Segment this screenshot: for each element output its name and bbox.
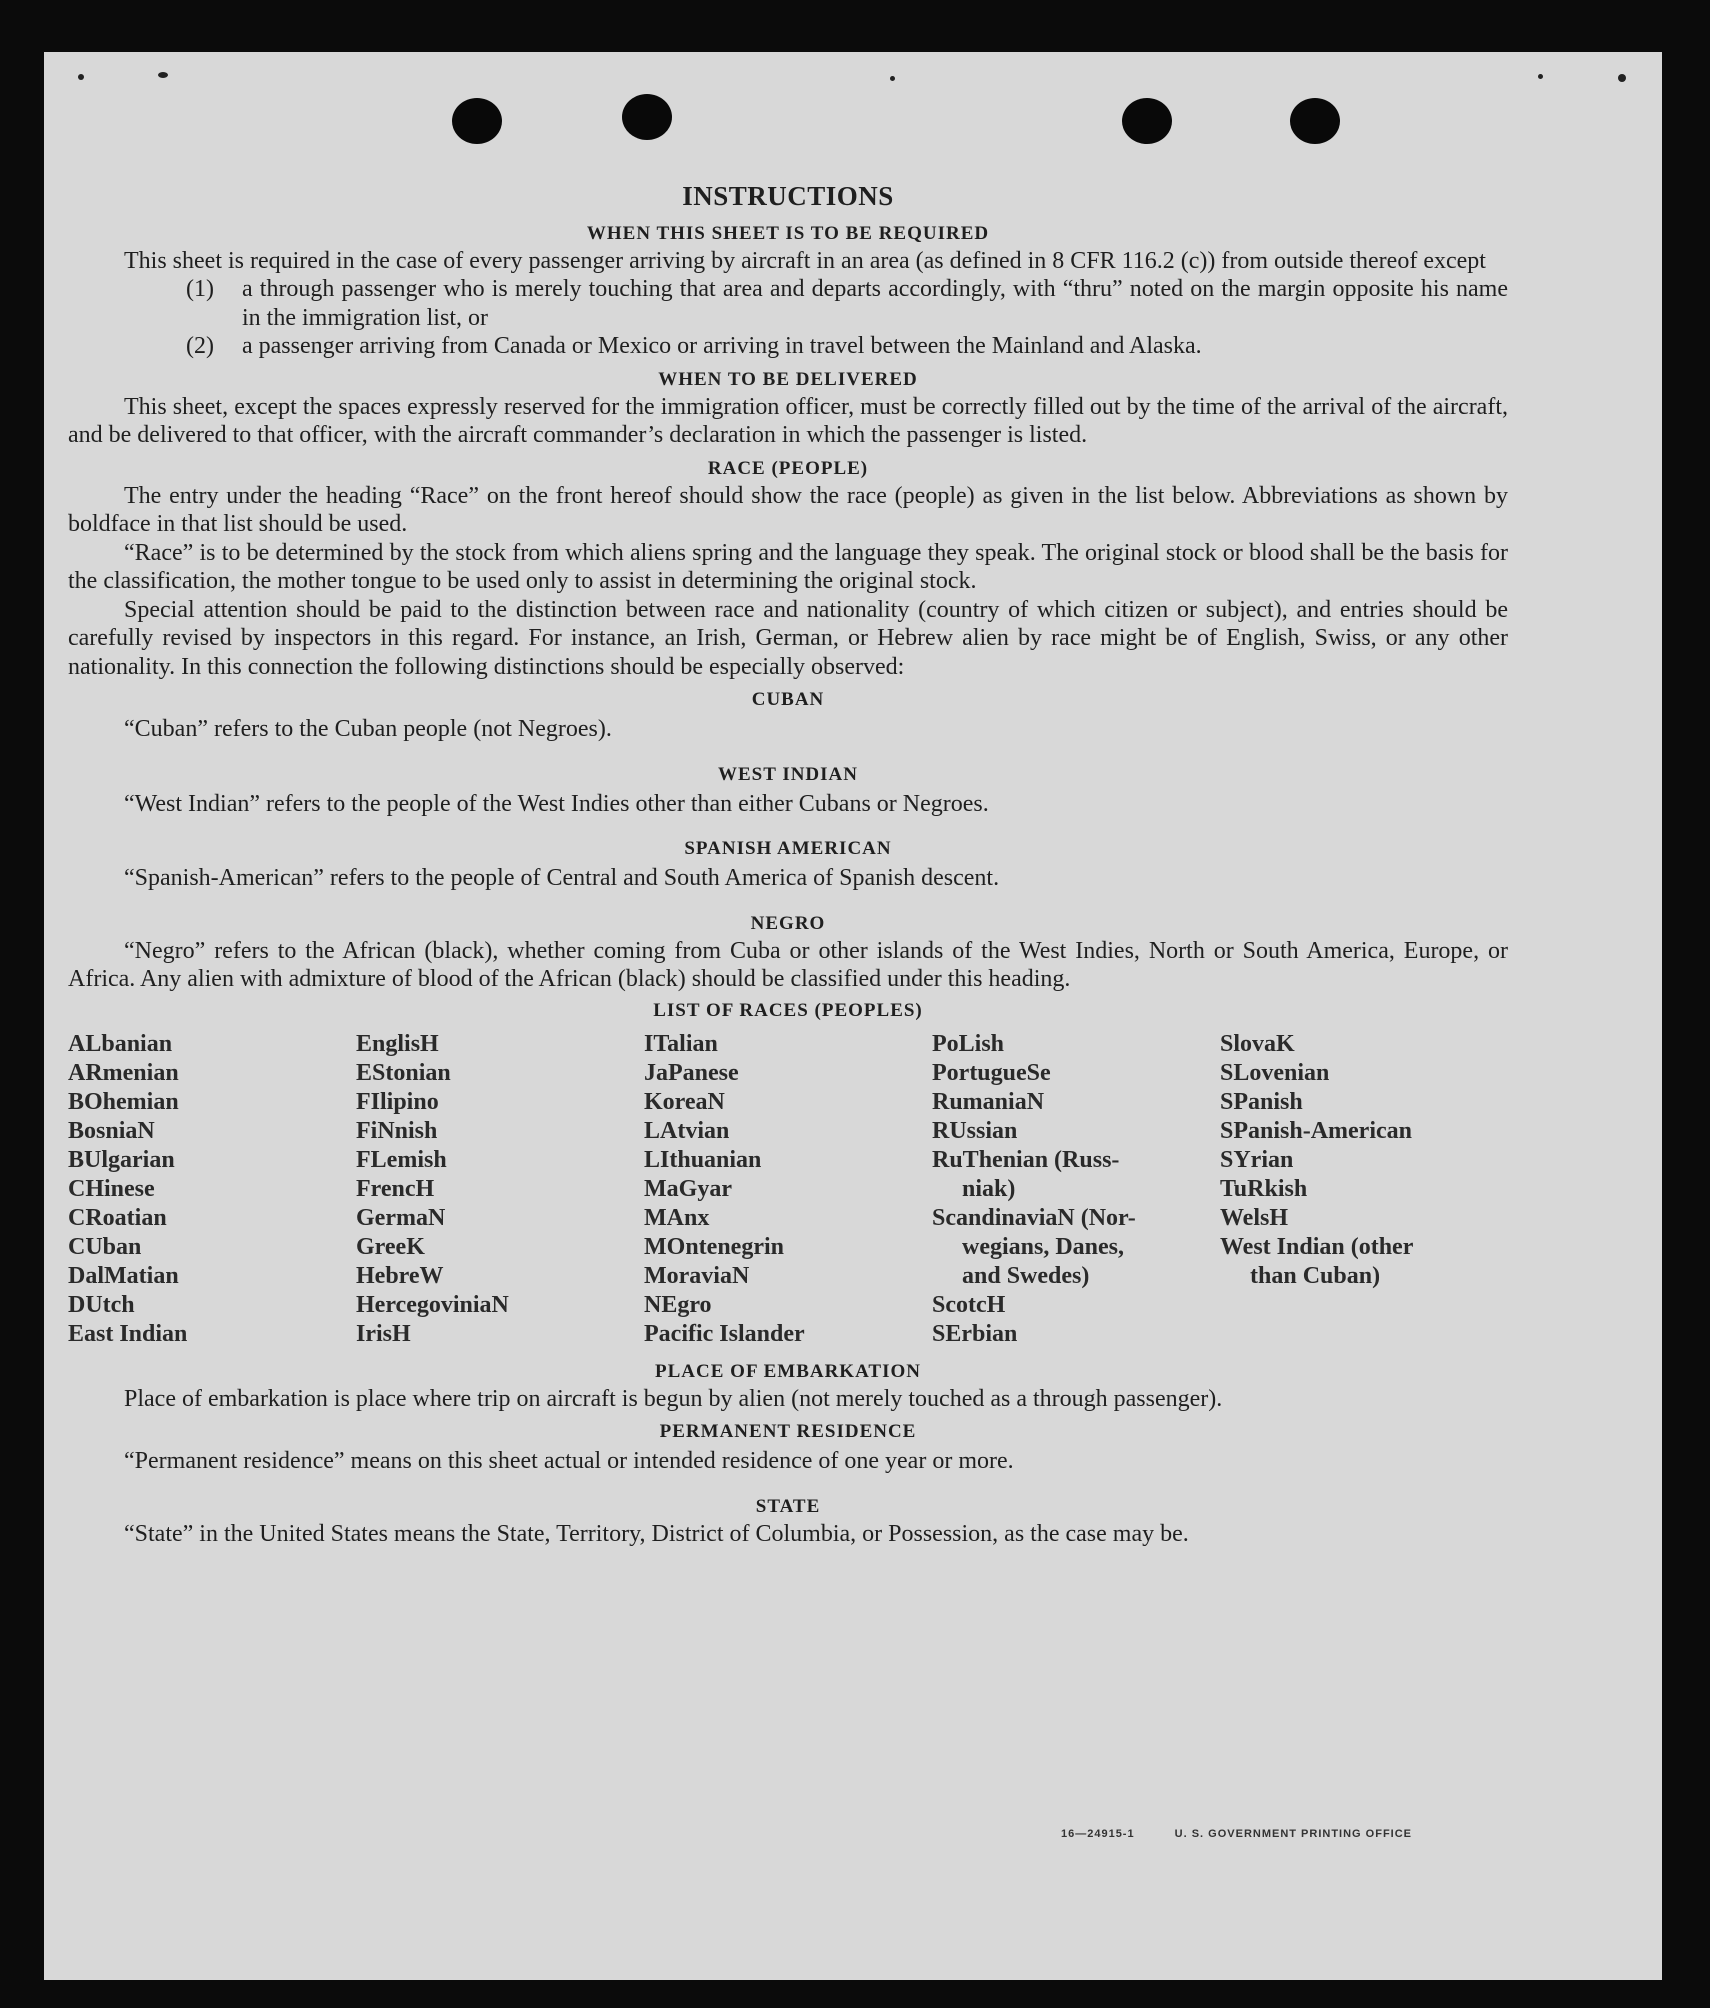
race-item: PortugueSe (932, 1059, 1051, 1086)
item-number: (1) (186, 276, 214, 302)
race-item: MaGyar (644, 1175, 732, 1202)
race-column (68, 1030, 356, 1349)
race-item: PoLish (932, 1030, 1005, 1057)
race-item: RuThenian (Russ- (932, 1146, 1120, 1173)
printer-imprint: U. S. GOVERNMENT PRINTING OFFICE (1174, 1828, 1412, 1840)
race-item: FrencH (356, 1175, 435, 1202)
instructions-body (68, 182, 1508, 1548)
paragraph: “Spanish-American” refers to the people of Central and South America of Spanish descent. (124, 865, 1000, 891)
race-item: SlovaK (1220, 1030, 1295, 1057)
section-heading: SPANISH AMERICAN (684, 838, 892, 859)
section-heading: WHEN THIS SHEET IS TO BE REQUIRED (586, 222, 990, 244)
race-item: CRoatian (68, 1204, 167, 1231)
race-item: MAnx (644, 1204, 710, 1231)
race-item: BOhemian (68, 1088, 179, 1115)
race-item: KoreaN (644, 1088, 725, 1115)
item-number: (2) (186, 333, 214, 359)
race-item: HebreW (356, 1262, 444, 1289)
speck (1618, 74, 1626, 82)
speck (78, 74, 84, 80)
race-item: WelsH (1220, 1204, 1289, 1231)
race-item: DalMatian (68, 1262, 179, 1289)
paragraph: “Negro” refers to the African (black), whether coming from Cuba or other islands of the West Indies, North or South America, Europe, or Africa. Any alien with admixture of blood of the African (black) should be classified under this heading. (68, 937, 1508, 992)
race-item: FLemish (356, 1146, 447, 1173)
race-item: CHinese (68, 1175, 155, 1202)
punch-hole (1290, 98, 1340, 144)
race-item: West Indian (other (1220, 1233, 1414, 1260)
section-heading: LIST OF RACES (PEOPLES) (653, 999, 923, 1021)
race-item: GreeK (356, 1233, 425, 1260)
paragraph: The entry under the heading “Race” on the front hereof should show the race (people) as given in the list below. Abbreviations as shown by boldface in that list should be used. (68, 482, 1508, 537)
item-text: a passenger arriving from Canada or Mexico or arriving in travel between the Mainland and Alaska. (242, 333, 1202, 359)
paragraph: This sheet is required in the case of every passenger arriving by aircraft in an area (as defined in 8 CFR 116.2 (c)) from outside thereof except (124, 247, 1486, 274)
race-item: MOntenegrin (644, 1233, 784, 1260)
race-item: SLovenian (1220, 1059, 1330, 1086)
race-item: and Swedes) (962, 1262, 1090, 1289)
list-item (186, 275, 1508, 332)
paragraph: Place of embarkation is place where trip on aircraft is begun by alien (not merely touched as a through passenger). (124, 1385, 1223, 1412)
list-item (186, 332, 1508, 361)
race-item: IrisH (356, 1320, 411, 1347)
paragraph: “State” in the United States means the State, Territory, District of Columbia, or Possession, as the case may be. (124, 1520, 1189, 1547)
race-item: wegians, Danes, (962, 1233, 1125, 1260)
section-heading: WEST INDIAN (718, 763, 858, 785)
section-heading: PLACE OF EMBARKATION (655, 1360, 921, 1382)
section-heading: RACE (PEOPLE) (707, 457, 869, 479)
race-item: JaPanese (644, 1059, 739, 1086)
race-item: SPanish (1220, 1088, 1303, 1115)
race-item: RumaniaN (932, 1088, 1045, 1115)
document-sheet (44, 52, 1662, 1980)
speck (158, 72, 168, 78)
race-item: NEgro (644, 1291, 712, 1318)
form-number: 16—24915-1 (1060, 1828, 1135, 1840)
page-title: INSTRUCTIONS (682, 181, 894, 211)
race-item: GermaN (356, 1204, 446, 1231)
race-item: HercegoviniaN (356, 1291, 509, 1318)
race-item: SPanish-American (1220, 1117, 1412, 1144)
paragraph: “Permanent residence” means on this sheet actual or intended residence of one year or more. (124, 1448, 1014, 1474)
race-item: DUtch (68, 1291, 135, 1318)
race-item: RUssian (932, 1117, 1018, 1144)
section-heading: STATE (755, 1495, 821, 1517)
section-heading: CUBAN (751, 689, 825, 710)
race-item: ScandinaviaN (Nor- (932, 1204, 1136, 1231)
race-item: CUban (68, 1233, 142, 1260)
race-item: SErbian (932, 1320, 1018, 1347)
race-column (356, 1030, 644, 1349)
race-item: ITalian (644, 1030, 718, 1057)
race-item: ARmenian (68, 1059, 179, 1086)
race-list (68, 1030, 1508, 1349)
race-item: ScotcH (932, 1291, 1006, 1318)
race-item: FIlipino (356, 1088, 439, 1115)
section-heading: WHEN TO BE DELIVERED (658, 368, 918, 390)
section-heading: PERMANENT RESIDENCE (659, 1421, 917, 1442)
print-footer (1061, 1828, 1412, 1840)
paragraph: “Cuban” refers to the Cuban people (not Negroes). (124, 716, 612, 742)
race-column (932, 1030, 1220, 1349)
race-item: FiNnish (356, 1117, 438, 1144)
race-item: than Cuban) (1250, 1262, 1381, 1289)
race-item: Pacific Islander (644, 1320, 805, 1347)
speck (1538, 74, 1543, 79)
race-column (1220, 1030, 1508, 1349)
race-item: SYrian (1220, 1146, 1294, 1173)
speck (890, 76, 895, 81)
paragraph: Special attention should be paid to the distinction between race and nationality (country of which citizen or subject), and entries should be carefully revised by inspectors in this regard. For instance, an Irish, German, or Hebrew alien by race might be of English, Swiss, or any other nationality. In this connection the following distinctions should be especially observed: (68, 596, 1508, 680)
race-item: EStonian (356, 1059, 451, 1086)
race-item: BUlgarian (68, 1146, 175, 1173)
race-item: EnglisH (356, 1030, 439, 1057)
paragraph: “West Indian” refers to the people of the West Indies other than either Cubans or Negroes. (124, 790, 989, 817)
race-item: MoraviaN (644, 1262, 750, 1289)
item-text: a through passenger who is merely touching that area and departs accordingly, with “thru” noted on the margin opposite his name in the immigration list, or (242, 276, 1508, 331)
race-item: BosniaN (68, 1117, 155, 1144)
paragraph: This sheet, except the spaces expressly reserved for the immigration officer, must be correctly filled out by the time of the arrival of the aircraft, and be delivered to that officer, with the aircraft commander’s declaration in which the passenger is listed. (68, 393, 1508, 448)
punch-hole (1122, 98, 1172, 144)
paragraph: “Race” is to be determined by the stock from which aliens spring and the language they speak. The original stock or blood shall be the basis for the classification, the mother tongue to be used only to assist in determining the original stock. (68, 539, 1508, 594)
section-heading: NEGRO (750, 912, 826, 934)
race-column (644, 1030, 932, 1349)
race-item: LAtvian (644, 1117, 730, 1144)
race-item: ALbanian (68, 1030, 173, 1057)
punch-hole (452, 98, 502, 144)
race-item: East Indian (68, 1320, 188, 1347)
race-item: LIthuanian (644, 1146, 762, 1173)
race-item: niak) (962, 1175, 1016, 1202)
punch-hole (622, 94, 672, 140)
race-item: TuRkish (1220, 1175, 1308, 1202)
